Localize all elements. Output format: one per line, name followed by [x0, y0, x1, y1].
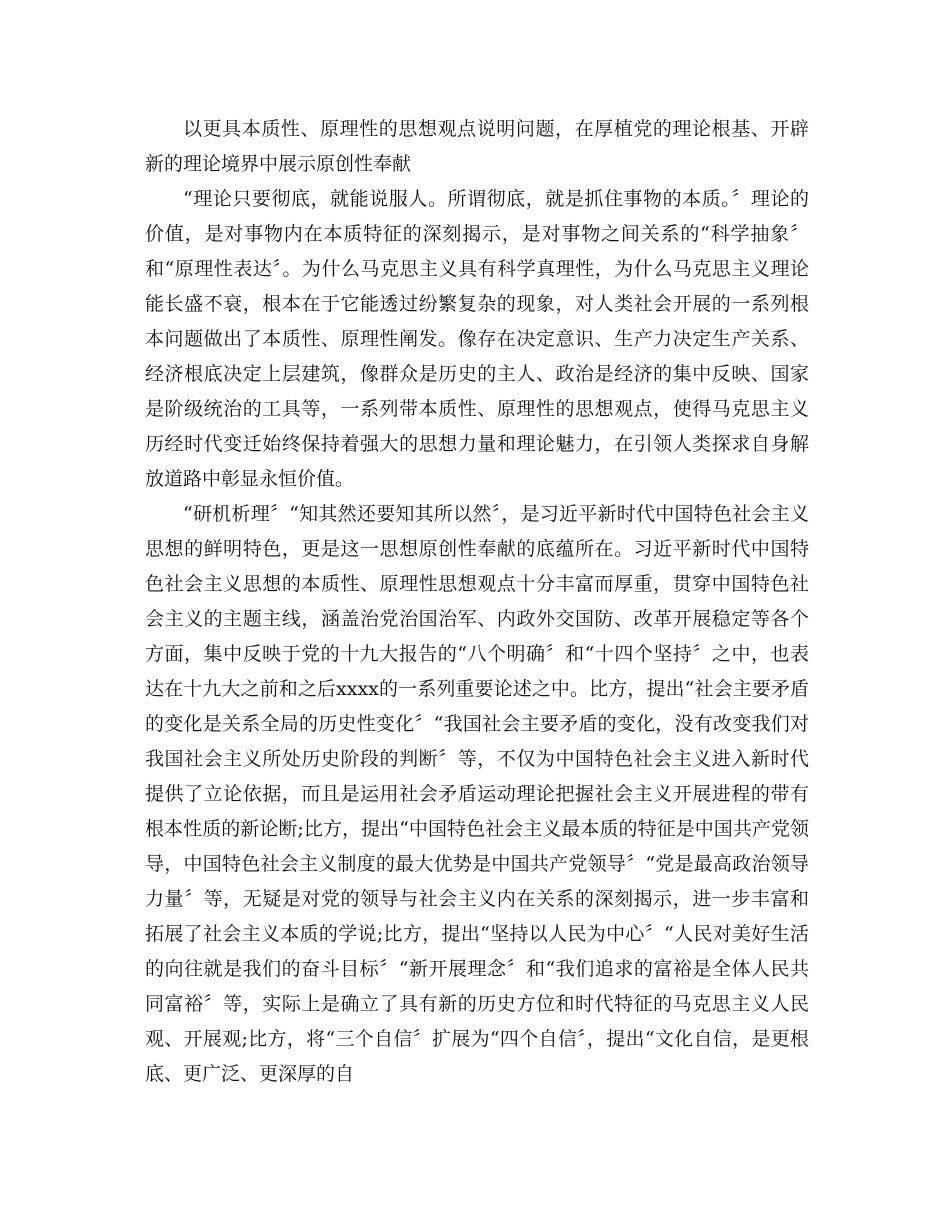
paragraph-heading: 以更具本质性、原理性的思想观点说明问题，在厚植党的理论根基、开辟新的理论境界中展示原创性奉献	[145, 118, 809, 175]
document-body	[145, 112, 809, 1092]
paragraph: “理论只要彻底，就能说服人。所谓彻底，就是抓住事物的本质。〞理论的价值，是对事物内在本质特征的深刻揭示，是对事物之间关系的“科学抽象〞和“原理性表达〞。为什么马克思主义具有科学真理性，为什么马克思主义理论能长盛不衰，根本在于它能透过纷繁复杂的现象，对人类社会开展的一系列根本问题做出了本质性、原理性阐发。像存在决定意识、生产力决定生产关系、经济根底决定上层建筑，像群众是历史的主人、政治是经济的集中反映、国家是阶级统治的工具等，一系列带本质性、原理性的思想观点，使得马克思主义历经时代变迁始终保持着强大的思想力量和理论魅力，在引领人类探求自身解放道路中彰显永恒价值。	[145, 188, 809, 490]
paragraph: “研机析理〞“知其然还要知其所以然〞，是习近平新时代中国特色社会主义思想的鲜明特色，更是这一思想原创性奉献的底蕴所在。习近平新时代中国特色社会主义思想的本质性、原理性思想观点十分丰富而厚重，贯穿中国特色社会主义的主题主线，涵盖治党治国治军、内政外交国防、改革开展稳定等各个方面，集中反映于党的十九大报告的“八个明确〞和“十四个坚持〞之中，也表达在十九大之前和之后xxxx的一系列重要论述之中。比方，提出“社会主要矛盾的变化是关系全局的历史性变化〞“我国社会主要矛盾的变化，没有改变我们对我国社会主义所处历史阶段的判断〞等，不仅为中国特色社会主义进入新时代提供了立论依据，而且是运用社会矛盾运动理论把握社会主义开展进程的带有根本性质的新论断;比方，提出“中国特色社会主义最本质的特征是中国共产党领导，中国特色社会主义制度的最大优势是中国共产党领导〞“党是最高政治领导力量〞等，无疑是对党的领导与社会主义内在关系的深刻揭示，进一步丰富和拓展了社会主义本质的学说;比方，提出“坚持以人民为中心〞“人民对美好生活的向往就是我们的奋斗目标〞“新开展理念〞和“我们追求的富裕是全体人民共同富裕〞等，实际上是确立了具有新的历史方位和时代特征的马克思主义人民观、开展观;比方，将“三个自信〞扩展为“四个自信〞，提出“文化自信，是更根底、更广泛、更深厚的自	[145, 503, 809, 1085]
